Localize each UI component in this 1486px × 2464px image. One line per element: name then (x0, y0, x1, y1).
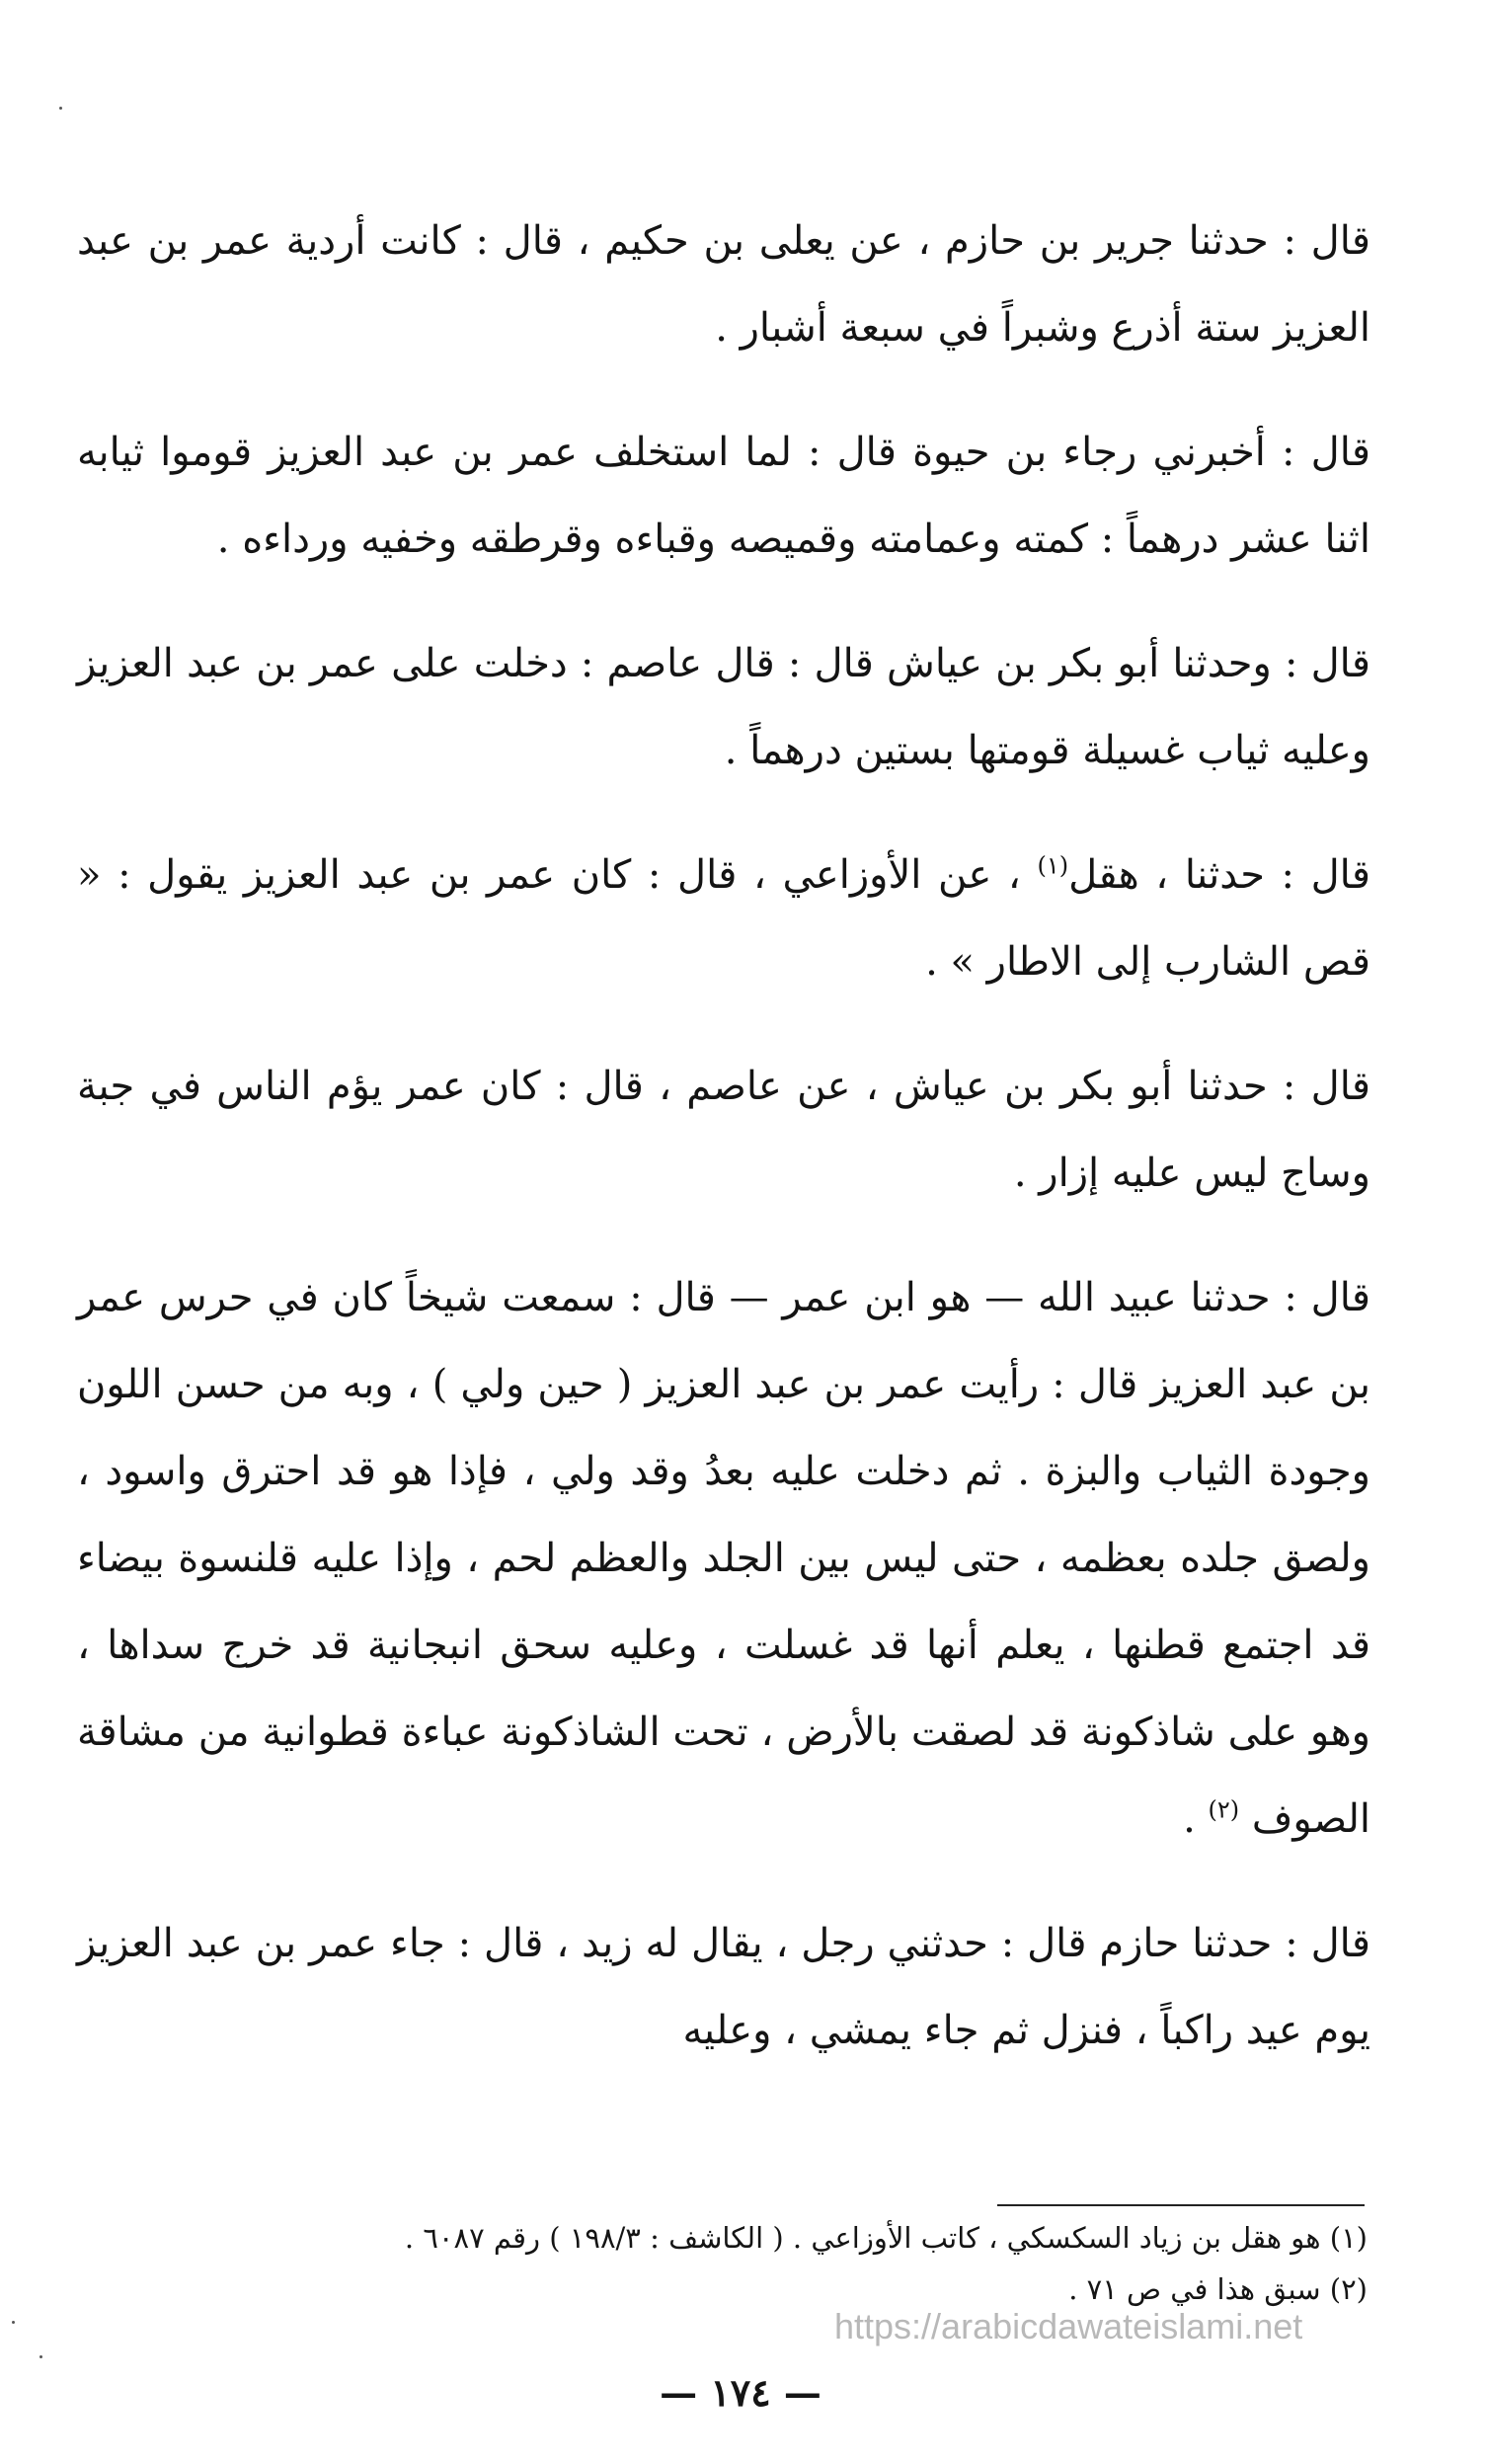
footnotes (59, 2212, 1368, 2315)
paragraph-3 (77, 620, 1370, 794)
watermark-url: https://arabicdawateislami.net (834, 2306, 1303, 2346)
paragraph-4 (77, 832, 1370, 1005)
paragraph-4-rest: ، عن الأوزاعي ، قال : كان عمر بن عبد العزيز يقول : « قص الشارب إلى الاطار » . (77, 852, 1370, 985)
paragraph-2-text: قال : أخبرني رجاء بن حيوة قال : لما استخلف عمر بن عبد العزيز قوموا ثيابه اثنا عشر درهماً : كمته وعمامته وقميصه وقباءه وقرطقه وخفيه ورداءه . (77, 430, 1370, 562)
paragraph-6 (77, 1254, 1370, 1863)
paragraph-6-end: . (1183, 1796, 1196, 1842)
footnote-ref-1: (١) (1037, 851, 1069, 880)
paragraph-4-text: قال : حدثنا ، هقل (1068, 852, 1370, 898)
footnote-divider (997, 2204, 1365, 2206)
footnote-ref-2: (٢) (1208, 1795, 1240, 1824)
paragraph-6-text: قال : حدثنا عبيد الله — هو ابن عمر — قال : سمعت شيخاً كان في حرس عمر بن عبد العزيز قال : رأيت عمر بن عبد العزيز ( حين ولي ) ، وبه من حسن اللون وجودة الثياب والبزة . ثم دخلت عليه بعدُ وقد ولي ، فإذا هو قد احترق واسود ، ولصق جلده بعظمه ، حتى ليس بين الجلد والعظم لحم ، وإذا عليه قلنسوة بيضاء قد اجتمع قطنها ، يعلم أنها قد غسلت ، وعليه سحق انبجانية قد خرج سداها ، وهو على شاذكونة قد لصقت بالأرض ، تحت الشاذكونة عباءة قطوانية من مشاقة الصوف (77, 1275, 1371, 1842)
scan-speck (59, 107, 62, 110)
paragraph-3-text: قال : وحدثنا أبو بكر بن عياش قال : قال عاصم : دخلت على عمر بن عبد العزيز وعليه ثياب غسيلة قومتها بستين درهماً . (77, 641, 1370, 773)
paragraph-1 (77, 198, 1370, 371)
paragraph-5-text: قال : حدثنا أبو بكر بن عياش ، عن عاصم ، قال : كان عمر يؤم الناس في جبة وساج ليس عليه إزار . (77, 1064, 1370, 1196)
footnote-2: (٢) سبق هذا في ص ٧١ . (1068, 2272, 1368, 2306)
paragraph-7 (77, 1900, 1370, 2074)
scan-speck (39, 2355, 42, 2358)
paragraph-5 (77, 1043, 1370, 1217)
footnote-1: (١) هو هقل بن زياد السكسكي ، كاتب الأوزاعي . ( الكاشف : ١٩٨/٣ ) رقم ٦٠٨٧ . (404, 2221, 1368, 2255)
paragraph-1-text: قال : حدثنا جرير بن حازم ، عن يعلى بن حكيم ، قال : كانت أردية عمر بن عبد العزيز ستة أذرع وشبراً في سبعة أشبار . (77, 218, 1370, 351)
paragraph-2 (77, 409, 1370, 583)
paragraph-7-text: قال : حدثنا حازم قال : حدثني رجل ، يقال له زيد ، قال : جاء عمر بن عبد العزيز يوم عيد راكباً ، فنزل ثم جاء يمشي ، وعليه (77, 1921, 1370, 2053)
page-number: — ١٧٤ — (660, 2370, 821, 2415)
scan-speck (12, 2321, 15, 2324)
main-text (77, 198, 1370, 2111)
